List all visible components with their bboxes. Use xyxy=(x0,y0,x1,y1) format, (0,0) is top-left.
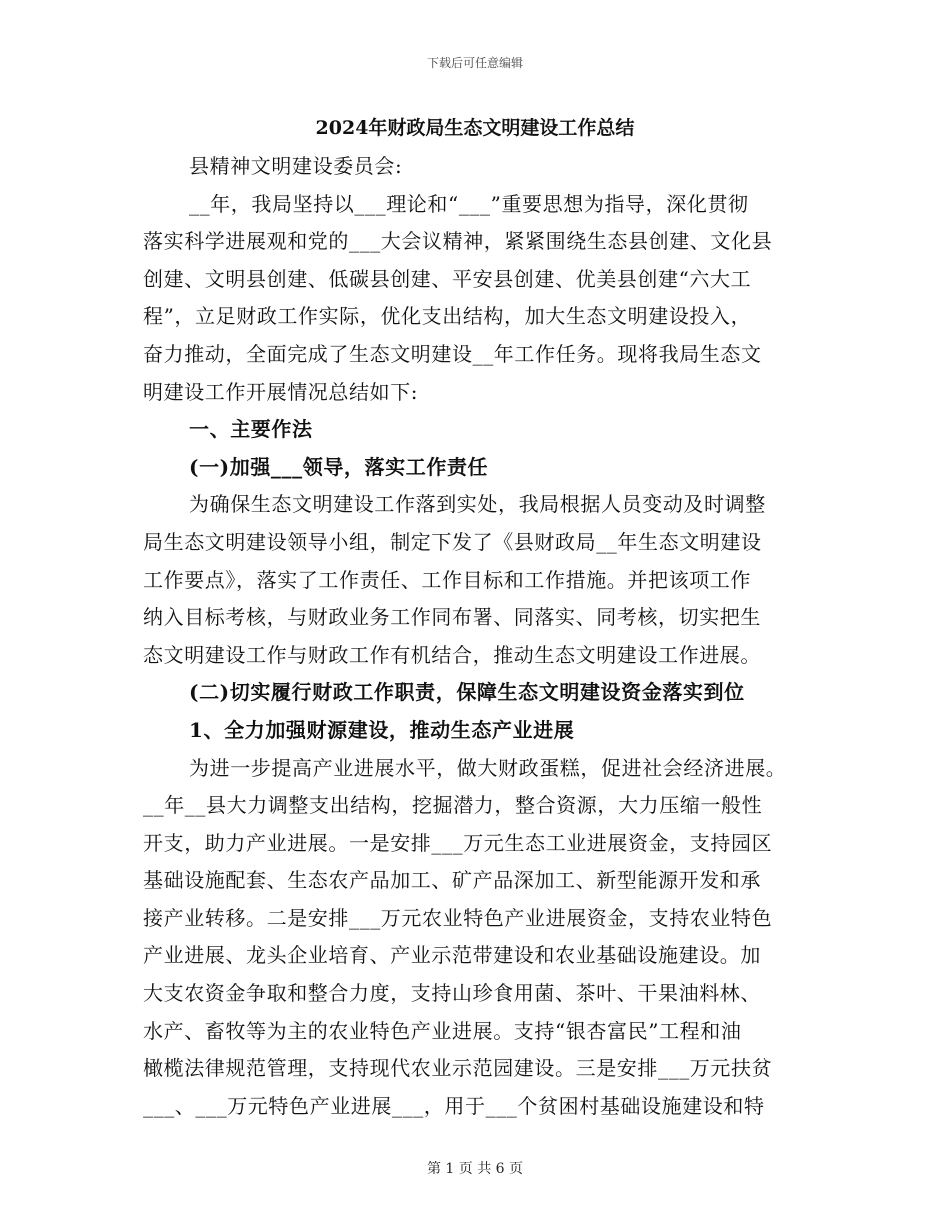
page-footer: 第 1 页 共 6 页 xyxy=(426,1161,524,1177)
section-heading: (一)加强___领导，落实工作责任 xyxy=(189,454,489,479)
text-line: 水产、畜牧等为主的农业特色产业进展。支持“银杏富民”工程和油 xyxy=(143,1018,742,1043)
text-line: 明建设工作开展情况总结如下: xyxy=(143,379,419,404)
text-line: 县精神文明建设委员会: xyxy=(189,154,403,178)
text-line: 橄榄法律规范管理，支持现代农业示范园建设。三是安排___万元扶贫 xyxy=(143,1056,773,1081)
text-line: 产业进展、龙头企业培育、产业示范带建设和农业基础设施建设。加 xyxy=(143,943,761,968)
text-line: 纳入目标考核，与财政业务工作同布署、同落实、同考核，切实把生 xyxy=(143,605,761,630)
text-line: 大支农资金争取和整合力度，支持山珍食用菌、茶叶、干果油料林、 xyxy=(143,981,761,1006)
text-line: __年__县大力调整支出结构，挖掘潜力，整合资源，大力压缩一般性 xyxy=(143,793,763,818)
text-line: 局生态文明建设领导小组，制定下发了《县财政局__年生态文明建设 xyxy=(143,529,762,554)
text-line: ___、___万元特色产业进展___，用于___个贫困村基础设施建设和特 xyxy=(143,1093,765,1118)
page-header-note: 下载后可任意编辑 xyxy=(426,56,523,70)
text-line: 程”，立足财政工作实际，优化支出结构，加大生态文明建设投入， xyxy=(143,304,752,329)
section-heading: 1、全力加强财源建设，推动生态产业进展 xyxy=(189,717,575,742)
text-line: 开支，助力产业进展。一是安排___万元生态工业进展资金，支持园区 xyxy=(143,830,773,855)
text-line: 为确保生态文明建设工作落到实处，我局根据人员变动及时调整 xyxy=(189,492,766,517)
text-line: 落实科学进展观和党的___大会议精神，紧紧围绕生态县创建、文化县 xyxy=(143,229,773,254)
text-line: 创建、文明县创建、低碳县创建、平安县创建、优美县创建“六大工 xyxy=(143,266,752,291)
text-line: 接产业转移。二是安排___万元农业特色产业进展资金，支持农业特色 xyxy=(143,905,773,930)
text-line: 态文明建设工作与财政工作有机结合，推动生态文明建设工作进展。 xyxy=(143,642,761,667)
text-line: 基础设施配套、生态农产品加工、矿产品深加工、新型能源开发和承 xyxy=(143,868,761,893)
document-paragraphs xyxy=(143,148,807,1125)
text-line: 工作要点》，落实了工作责任、工作目标和工作措施。并把该项工作 xyxy=(143,567,751,592)
section-heading: (二)切实履行财政工作职责，保障生态文明建设资金落实到位 xyxy=(189,680,745,705)
text-line: __年，我局坚持以___理论和“___”重要思想为指导，深化贯彻 xyxy=(189,191,749,216)
document-body xyxy=(143,112,807,1125)
document-title: 2024年财政局生态文明建设工作总结 xyxy=(315,117,635,139)
text-line: 奋力推动，全面完成了生态文明建设__年工作任务。现将我局生态文 xyxy=(143,341,762,366)
text-line: 为进一步提高产业进展水平，做大财政蛋糕，促进社会经济进展。 xyxy=(189,755,787,780)
section-heading: 一、主要作法 xyxy=(189,417,313,442)
